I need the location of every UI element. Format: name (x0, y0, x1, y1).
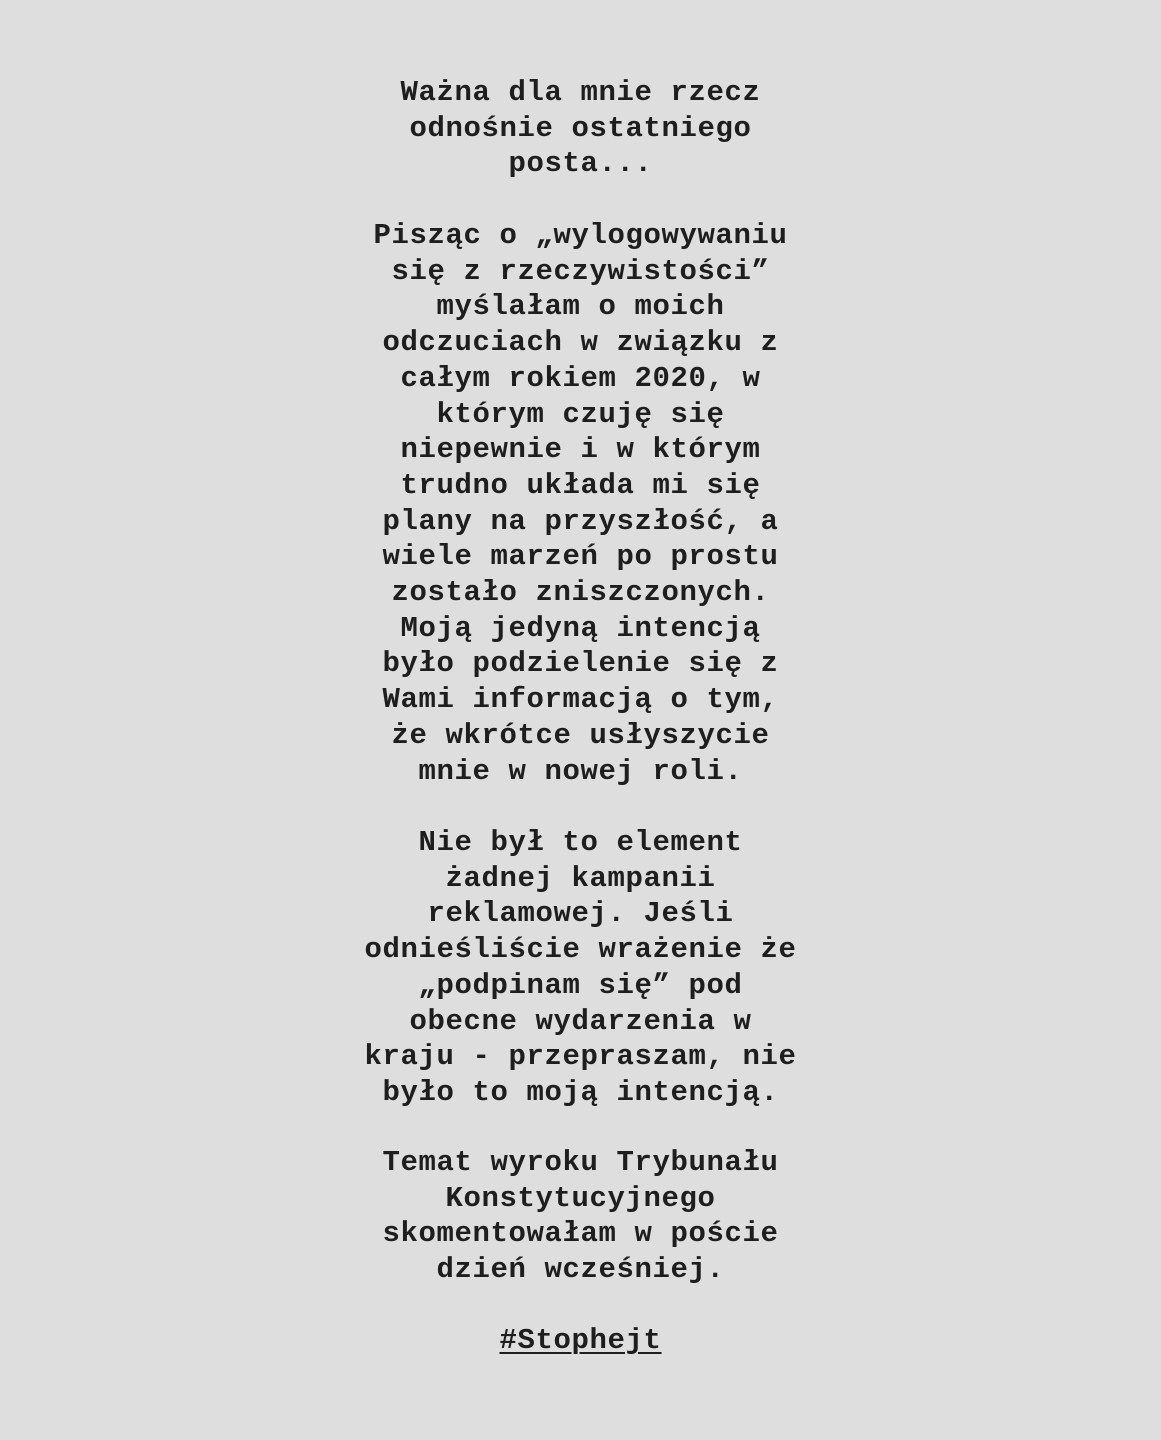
hashtag-row (0, 1323, 1161, 1359)
story-paragraph-explanation: Pisząc o „wylogowywaniu się z rzeczywistości” myślałam o moich odczuciach w związku z całym rokiem 2020, w którym czuję się niepewnie i w którym trudno układa mi się plany na przyszłość, a wiele marzeń po prostu zostało zniszczonych. Moją jedyną intencją było podzielenie się z Wami informacją o tym, że wkrótce usłyszycie mnie w nowej roli. (373, 219, 788, 788)
hashtag-link[interactable]: #Stophejt (499, 1324, 662, 1357)
story-paragraph-intro: Ważna dla mnie rzecz odnośnie ostatniego posta... (400, 76, 761, 181)
story-paragraph-apology: Nie był to element żadnej kampanii reklamowej. Jeśli odnieśliście wrażenie że „podpinam się” pod obecne wydarzenia w kraju - przepraszam, nie było to moją intencją. (364, 826, 797, 1109)
story-paragraph-comment: Temat wyroku Trybunału Konstytucyjnego skomentowałam w poście dzień wcześniej. (382, 1146, 779, 1287)
